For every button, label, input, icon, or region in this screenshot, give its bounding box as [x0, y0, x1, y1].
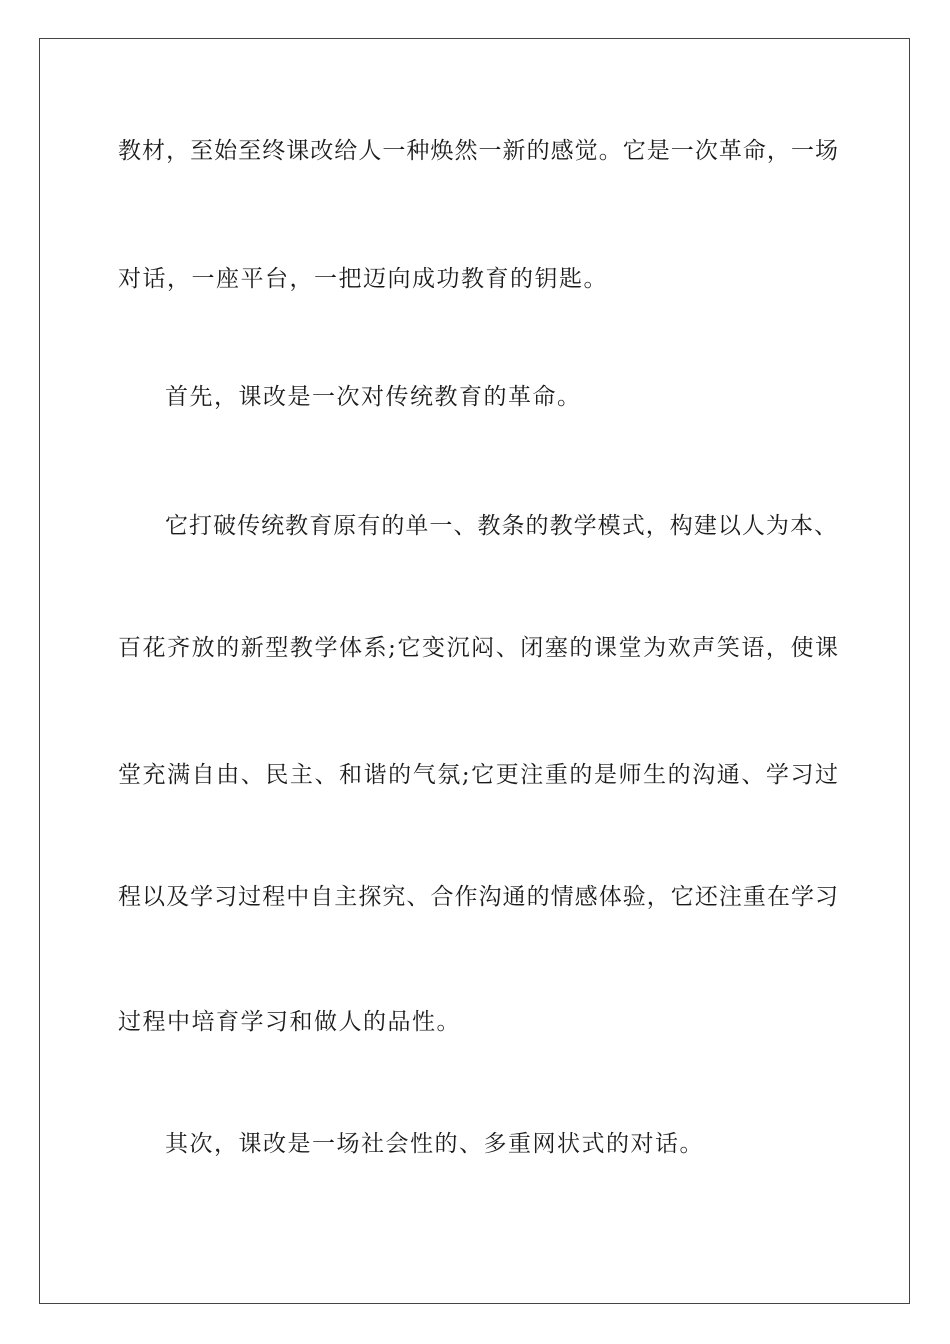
text-line: 其次，课改是一场社会性的、多重网状式的对话。: [165, 1131, 704, 1157]
text-line: 过程中培育学习和做人的品性。: [118, 1009, 461, 1035]
text-line: 程以及学习过程中自主探究、合作沟通的情感体验，它还注重在学习: [118, 884, 838, 910]
text-line: 教材，至始至终课改给人一种焕然一新的感觉。它是一次革命，一场: [118, 138, 838, 164]
text-line: 堂充满自由、民主、和谐的气氛;它更注重的是师生的沟通、学习过: [118, 762, 838, 788]
text-line: 对话，一座平台，一把迈向成功教育的钥匙。: [118, 266, 608, 292]
page-frame: [39, 38, 910, 1304]
text-line: 首先，课改是一次对传统教育的革命。: [165, 384, 582, 410]
text-line: 百花齐放的新型教学体系;它变沉闷、闭塞的课堂为欢声笑语，使课: [118, 635, 838, 661]
text-line: 它打破传统教育原有的单一、教条的教学模式，构建以人为本、: [165, 513, 837, 539]
